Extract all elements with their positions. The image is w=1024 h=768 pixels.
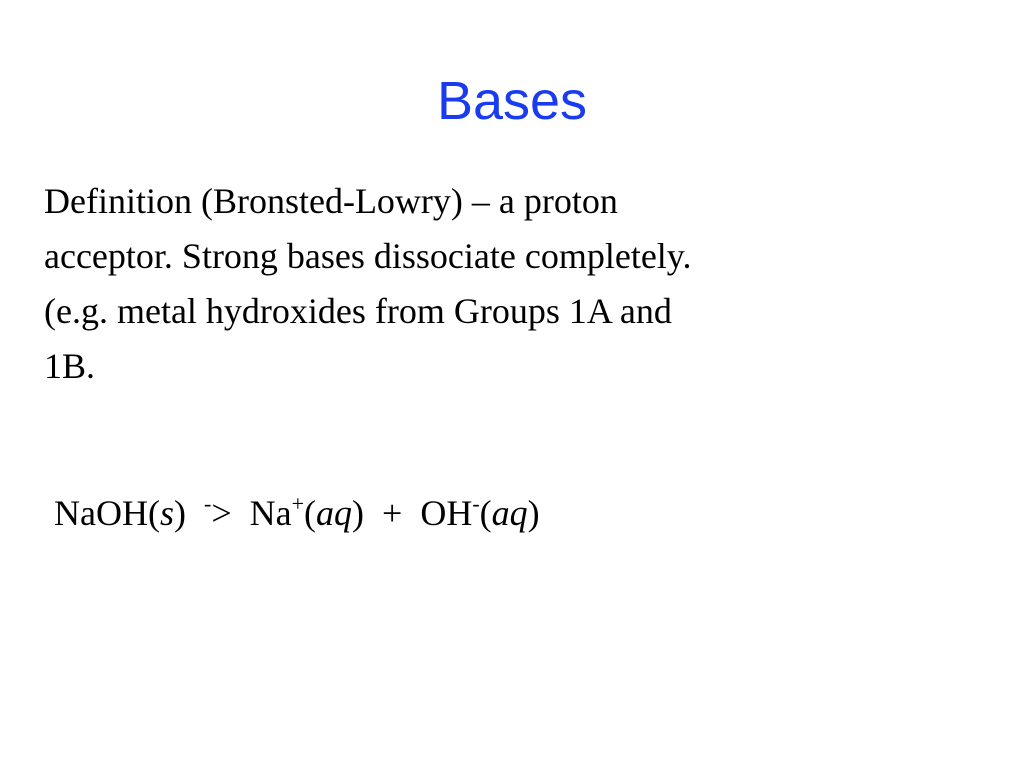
sodium-state: aq (316, 493, 353, 533)
product-sodium: Na (249, 493, 292, 533)
hydroxide-state-open: ( (479, 493, 492, 533)
reactant-formula: NaOH( (54, 493, 160, 533)
definition-paragraph (44, 174, 904, 394)
sodium-state-open: ( (304, 493, 317, 533)
reactant-state: s (159, 493, 174, 533)
hydroxide-state-close: ) (527, 493, 540, 533)
definition-line: acceptor. Strong bases dissociate completely. (44, 236, 692, 276)
dissociation-equation (54, 488, 540, 538)
slide-title: Bases (436, 71, 588, 131)
sodium-charge: + (291, 491, 305, 516)
reactant-close: ) (173, 493, 204, 533)
reaction-arrow: > (211, 493, 250, 533)
hydroxide-state: aq (491, 493, 528, 533)
definition-line: Definition (Bronsted-Lowry) – a proton (44, 181, 618, 221)
definition-line: (e.g. metal hydroxides from Groups 1A and (44, 291, 672, 331)
arrow-superscript: - (203, 491, 212, 516)
hydroxide-charge: - (472, 491, 480, 516)
product-hydroxide: OH (420, 493, 473, 533)
definition-line: 1B. (44, 346, 96, 386)
sodium-state-close: ) + (352, 493, 421, 533)
